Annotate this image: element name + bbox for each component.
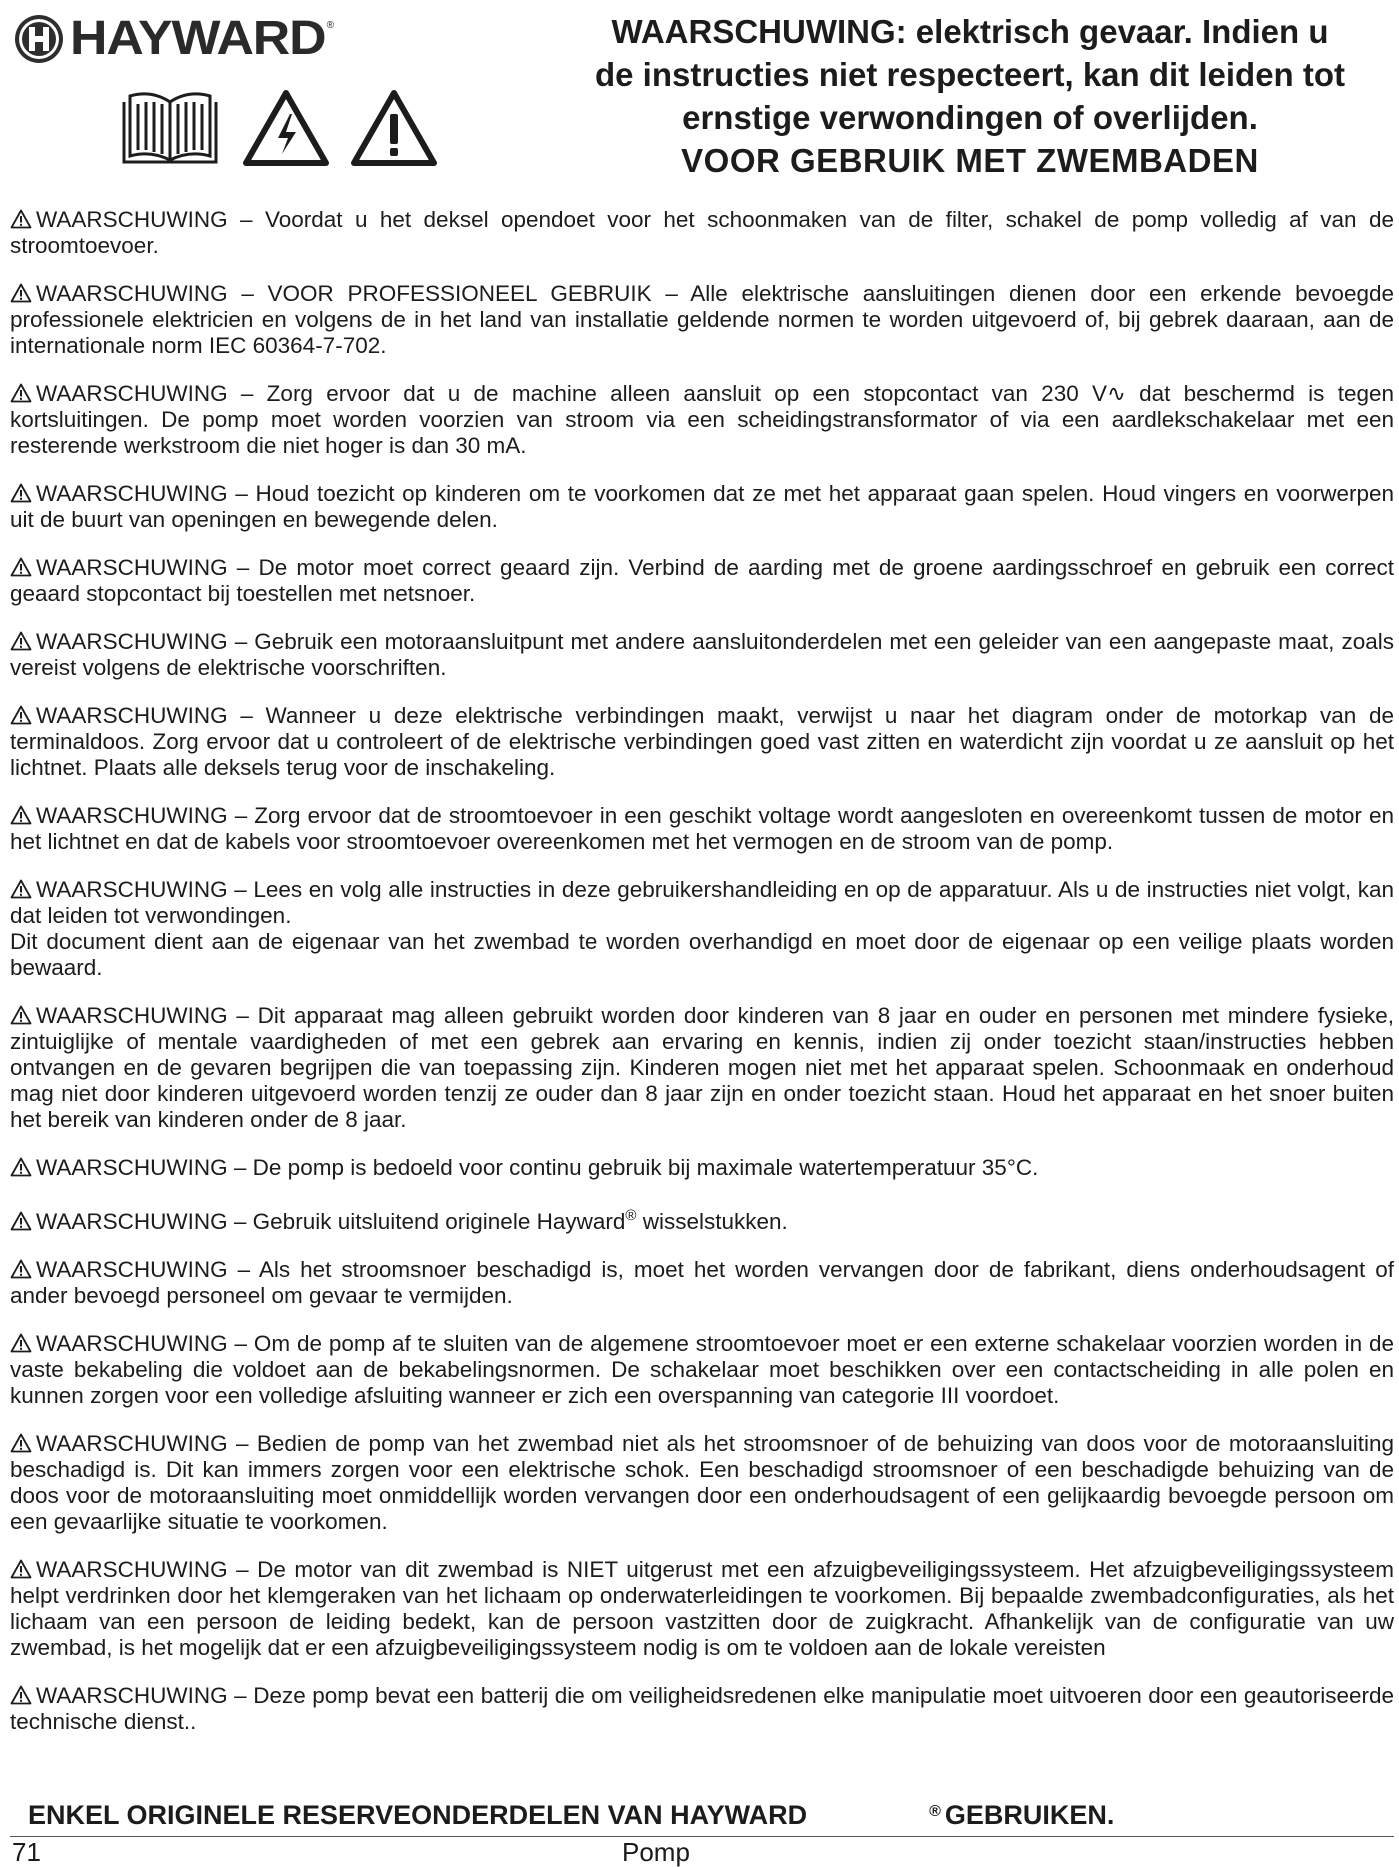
warnings-list <box>10 207 1394 1757</box>
warning-item <box>10 803 1394 855</box>
warning-text: WAARSCHUWING – Deze pomp bevat een batterij die om veiligheidsredenen elke manipulatie moet uitvoeren door een geautoriseerde technische dienst.. <box>10 1683 1394 1734</box>
warning-text: WAARSCHUWING – Als het stroomsnoer beschadigd is, moet het worden vervangen door de fabrikant, diens onderhoudsagent of ander bevoegd personeel om gevaar te vermijden. <box>10 1257 1394 1308</box>
warning-triangle-icon <box>10 1333 32 1353</box>
original-parts-notice-end: GEBRUIKEN. <box>944 1800 1115 1830</box>
hayward-badge-icon <box>14 14 64 64</box>
warning-item <box>10 281 1394 359</box>
warning-text: WAARSCHUWING – De motor van dit zwembad is NIET uitgerust met een afzuigbeveiligingssysteem. Het afzuigbeveiligingssysteem helpt verdrinken door het klemgeraken van het lichaam op onderwaterleidingen te voorkomen. Bij bepaalde zwembadconfiguraties, als het lichaam van een persoon de leiding bedekt, kan de persoon vastzitten door de zuigkracht. Afhankelijk van de configuratie van uw zwembad, is het mogelijk dat er een afzuigbeveiligingssysteem nodig is om te voldoen aan de lokale vereisten <box>10 1557 1394 1660</box>
warning-item <box>10 1331 1394 1409</box>
page-number: 71 <box>12 1837 41 1867</box>
brand-registered-mark: ® <box>326 19 334 31</box>
warning-triangle-icon <box>10 383 32 403</box>
manual-book-icon <box>118 88 222 168</box>
warning-triangle-icon <box>10 705 32 725</box>
warning-text-suffix: wisselstukken. <box>642 1209 788 1234</box>
header-warning-line-2: de instructies niet respecteert, kan dit leiden tot <box>594 56 1346 93</box>
warning-item <box>10 1431 1394 1535</box>
warning-triangle-icon <box>10 1685 32 1705</box>
warning-triangle-icon <box>10 1005 32 1025</box>
hayward-registered-mark: ® <box>625 1207 637 1224</box>
warning-triangle-icon <box>10 1259 32 1279</box>
warning-item <box>10 381 1394 459</box>
warning-item <box>10 1683 1394 1735</box>
warning-item <box>10 877 1394 981</box>
warning-text: WAARSCHUWING – Zorg ervoor dat de stroomtoevoer in een geschikt voltage wordt aangesloten en overeenkomt tussen de motor en het lichtnet en dat de kabels voor stroomtoevoer overeenkomen met het vermogen en de stroom van de pomp. <box>10 803 1394 854</box>
warning-triangle-icon <box>10 1157 32 1177</box>
warning-text: WAARSCHUWING – Voordat u het deksel opendoet voor het schoonmaken van de filter, schakel de pomp volledig af van de stroomtoevoer. <box>10 207 1394 258</box>
warning-triangle-icon <box>10 557 32 577</box>
warning-text: WAARSCHUWING – Gebruik een motoraansluitpunt met andere aansluitonderdelen met een geleider van een aangepaste maat, zoals vereist volgens de elektrische voorschriften. <box>10 629 1394 680</box>
warning-item <box>10 1203 1394 1235</box>
original-parts-notice <box>28 1796 1368 1831</box>
warning-triangle-icon <box>10 1211 32 1231</box>
warning-item <box>10 1257 1394 1309</box>
warning-triangle-icon <box>10 631 32 651</box>
warning-text: WAARSCHUWING – Bedien de pomp van het zwembad niet als het stroomsnoer of de behuizing van doos voor de motoraansluiting beschadigd is. Dit kan immers zorgen voor een elektrische schok. Een beschadigd stroomsnoer of een beschadigde behuizing van de doos voor de motoraansluiting moet onmiddellijk worden vervangen door een onderhoudsagent of een gelijkaardig bevoegde persoon om een gevaarlijke situatie te voorkomen. <box>10 1431 1394 1534</box>
page-section-label: Pomp <box>622 1837 690 1867</box>
warning-triangle-icon <box>10 483 32 503</box>
warning-text: WAARSCHUWING – De pomp is bedoeld voor continu gebruik bij maximale watertemperatuur 35°C. <box>36 1155 1039 1180</box>
electric-hazard-icon <box>242 88 330 168</box>
hayward-logo <box>14 12 334 65</box>
warning-item <box>10 1557 1394 1661</box>
warning-text: WAARSCHUWING – Zorg ervoor dat u de machine alleen aansluit op een stopcontact van 230 V∿ dat beschermd is tegen kortsluitingen. De pomp moet worden voorzien van stroom via een scheidingstransformator of via een aardlekschakelaar met een resterende werkstroom die niet hoger is dan 30 mA. <box>10 381 1394 458</box>
warning-triangle-icon <box>10 1559 32 1579</box>
brand-name: HAYWARD <box>70 12 326 65</box>
warning-item <box>10 703 1394 781</box>
warning-item <box>10 1155 1394 1181</box>
warning-item <box>10 207 1394 259</box>
warning-text: WAARSCHUWING – Dit apparaat mag alleen gebruikt worden door kinderen van 8 jaar en ouder en personen met mindere fysieke, zintuiglijke of mentale vaardigheden of met een gebrek aan ervaring en kennis, indien zij onder toezicht staan/instructies hebben ontvangen en de gevaren begrijpen die van toepassing zijn. Kinderen mogen niet met het apparaat spelen. Schoonmaak en onderhoud mag niet door kinderen uitgevoerd worden tenzij ze ouder dan 8 jaar zijn en onder toezicht staan. Houd het apparaat en het snoer buiten het bereik van kinderen onder de 8 jaar. <box>10 1003 1394 1132</box>
notice-registered-mark: ® <box>929 1803 941 1820</box>
warning-text: WAARSCHUWING – Om de pomp af te sluiten van de algemene stroomtoevoer moet er een externe schakelaar voorzien worden in de vaste bekabeling die voldoet aan de bekabelingsnormen. De schakelaar moet beschikken over een contactscheiding in alle polen en kunnen zorgen voor een volledige afsluiting wanneer er zich een overspanning van categorie III voordoet. <box>10 1331 1394 1408</box>
header-warning-block <box>560 10 1380 182</box>
warning-text: WAARSCHUWING – De motor moet correct geaard zijn. Verbind de aarding met de groene aardingsschroef en gebruik een correct geaard stopcontact bij toestellen met netsnoer. <box>10 555 1394 606</box>
header-warning-line-1: WAARSCHUWING: elektrisch gevaar. Indien u <box>611 13 1329 50</box>
header-warning-line-3: ernstige verwondingen of overlijden. <box>682 99 1258 136</box>
owner-note: Dit document dient aan de eigenaar van het zwembad te worden overhandigd en moet door de eigenaar op een veilige plaats worden bewaard. <box>10 929 1394 980</box>
warning-triangle-icon <box>10 1433 32 1453</box>
warning-triangle-icon <box>10 805 32 825</box>
warning-text: WAARSCHUWING – Wanneer u deze elektrische verbindingen maakt, verwijst u naar het diagram onder de motorkap van de terminaldoos. Zorg ervoor dat u controleert of de elektrische verbindingen goed vast zitten en waterdicht zijn voordat u ze aansluit op het lichtnet. Plaats alle deksels terug voor de inschakeling. <box>10 703 1394 780</box>
warning-item <box>10 555 1394 607</box>
warning-triangle-icon <box>10 879 32 899</box>
general-warning-icon <box>350 88 438 168</box>
pool-use-notice: VOOR GEBRUIK MET ZWEMBADEN <box>681 142 1259 179</box>
safety-pictograms <box>118 88 438 168</box>
warning-text: WAARSCHUWING – Houd toezicht op kinderen om te voorkomen dat ze met het apparaat gaan spelen. Houd vingers en voorwerpen uit de buurt van openingen en bewegende delen. <box>10 481 1394 532</box>
warning-text: WAARSCHUWING – Gebruik uitsluitend originele Hayward <box>36 1209 626 1234</box>
warning-triangle-icon <box>10 283 32 303</box>
warning-item <box>10 481 1394 533</box>
warning-text: WAARSCHUWING – VOOR PROFESSIONEEL GEBRUIK – Alle elektrische aansluitingen dienen door een erkende bevoegde professionele elektricien en volgens de in het land van installatie geldende normen te worden uitgevoerd of, bij gebrek daaraan, aan de internationale norm IEC 60364-7-702. <box>10 281 1394 358</box>
original-parts-notice-left: ENKEL ORIGINELE RESERVEONDERDELEN VAN HAYWARD <box>28 1800 808 1830</box>
warning-item <box>10 1003 1394 1133</box>
warning-triangle-icon <box>10 209 32 229</box>
warning-text: WAARSCHUWING – Lees en volg alle instructies in deze gebruikershandleiding en op de apparatuur. Als u de instructies niet volgt, kan dat leiden tot verwondingen. <box>10 877 1394 928</box>
original-parts-notice-right <box>929 1796 1114 1831</box>
footer-divider <box>10 1836 1394 1837</box>
warning-item <box>10 629 1394 681</box>
